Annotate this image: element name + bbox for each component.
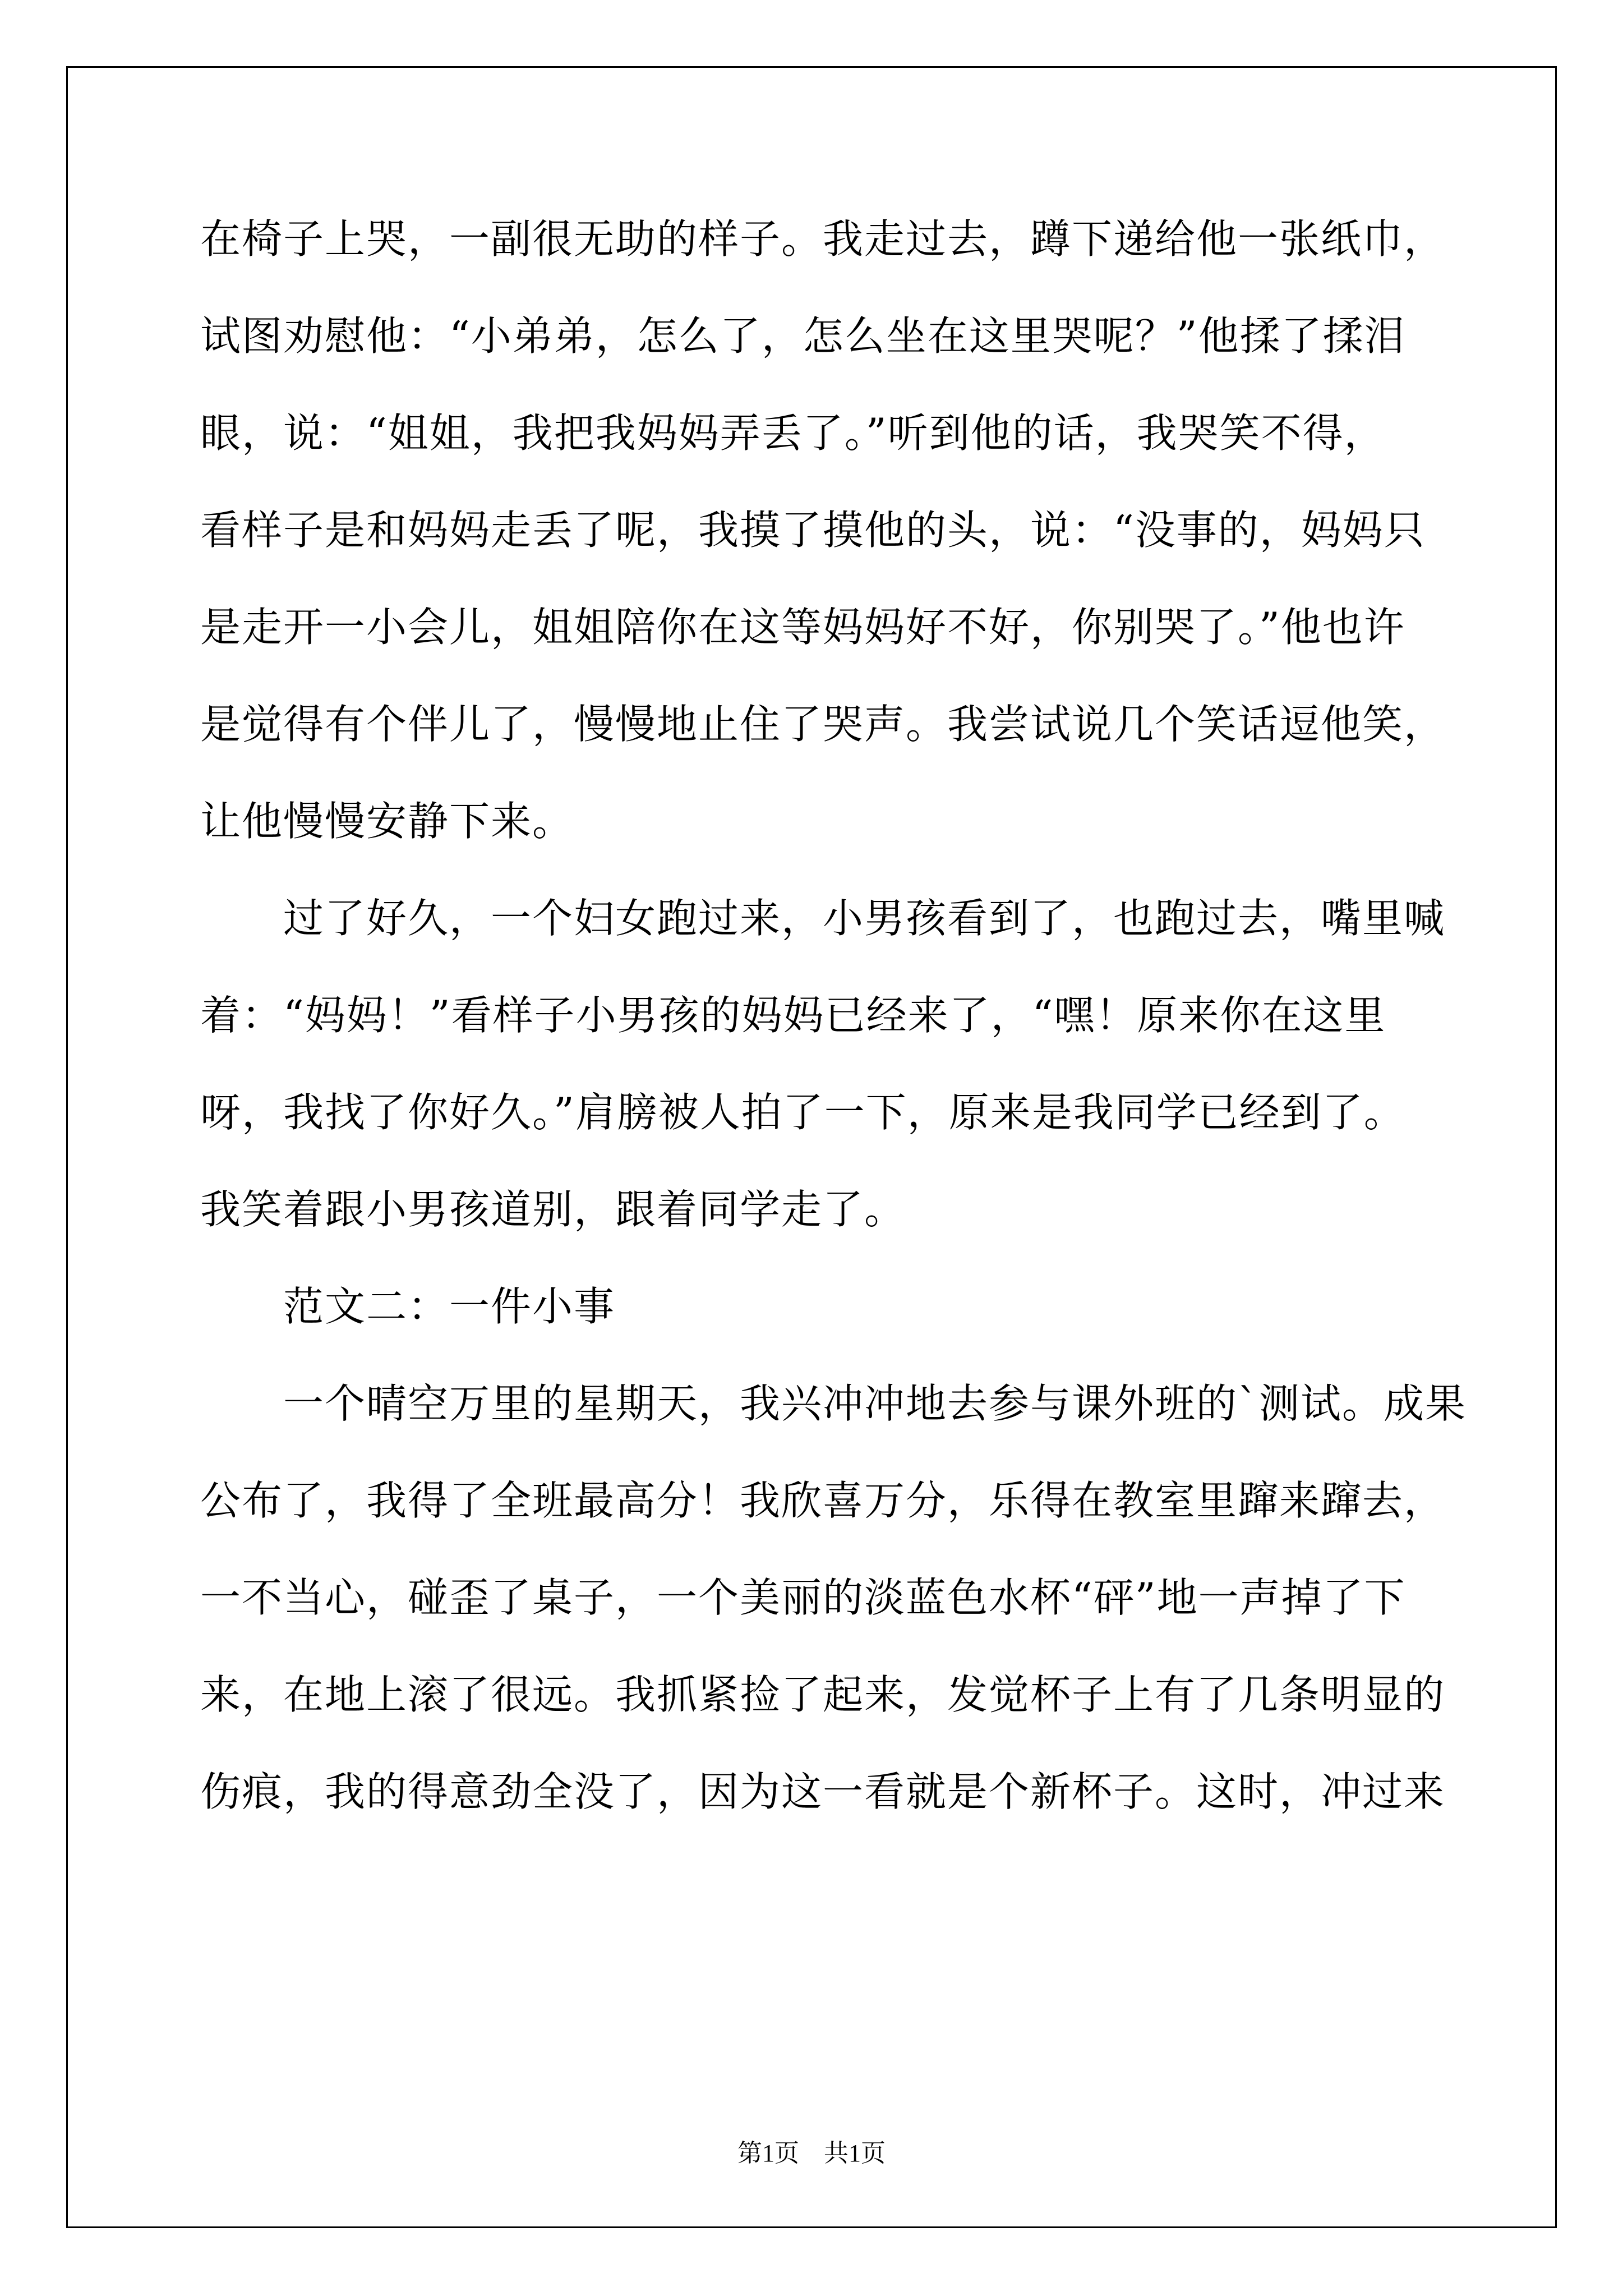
text-line-8: 过了好久，一个妇女跑过来，小男孩看到了，也跑过去，嘴里喊 xyxy=(283,895,1446,942)
section-heading: 范文二：一件小事 xyxy=(283,1283,616,1330)
text-line-2: 试图劝慰他：“小弟弟，怎么了，怎么坐在这里哭呢？”他揉了揉泪 xyxy=(200,312,1406,360)
text-line-3: 眼，说：“姐姐，我把我妈妈弄丢了。”听到他的话，我哭笑不得， xyxy=(200,409,1386,457)
text-line-11: 我笑着跟小男孩道别，跟着同学走了。 xyxy=(200,1186,906,1233)
text-line-15: 一不当心，碰歪了桌子，一个美丽的淡蓝色水杯“砰”地一声掉了下 xyxy=(200,1574,1406,1621)
text-line-13: 一个晴空万里的星期天，我兴冲冲地去参与课外班的`测试。成果 xyxy=(283,1380,1467,1427)
text-line-7: 让他慢慢安静下来。 xyxy=(200,798,574,845)
text-line-4: 看样子是和妈妈走丢了呢，我摸了摸他的头，说：“没事的，妈妈只 xyxy=(200,507,1426,554)
page-footer: 第1页 共1页 xyxy=(737,2139,886,2167)
text-line-9: 着：“妈妈！”看样子小男孩的妈妈已经来了，“嘿！原来你在这里 xyxy=(200,992,1386,1039)
text-line-5: 是走开一小会儿，姐姐陪你在这等妈妈好不好，你别哭了。”他也许 xyxy=(200,604,1405,651)
document-body xyxy=(200,215,1467,1869)
text-line-14: 公布了，我得了全班最高分！我欣喜万分，乐得在教室里蹿来蹿去， xyxy=(200,1477,1446,1524)
text-line-1: 在椅子上哭，一副很无助的样子。我走过去，蹲下递给他一张纸巾， xyxy=(200,215,1446,263)
text-line-16: 来，在地上滚了很远。我抓紧捡了起来，发觉杯子上有了几条明显的 xyxy=(200,1671,1446,1718)
text-line-10: 呀，我找了你好久。”肩膀被人拍了一下，原来是我同学已经到了。 xyxy=(200,1089,1405,1136)
text-line-17: 伤痕，我的得意劲全没了，因为这一看就是个新杯子。这时，冲过来 xyxy=(200,1768,1446,1815)
text-line-6: 是觉得有个伴儿了，慢慢地止住了哭声。我尝试说几个笑话逗他笑， xyxy=(200,701,1446,748)
